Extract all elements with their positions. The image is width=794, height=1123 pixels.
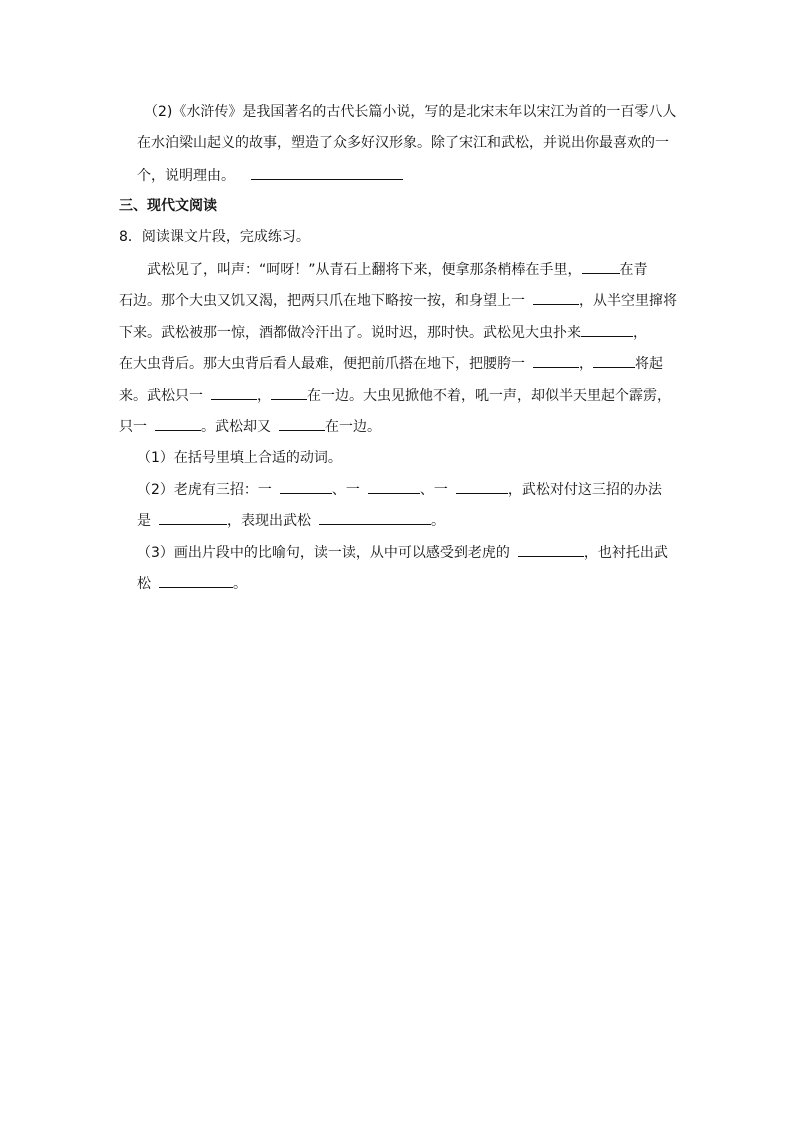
q8-sub-1: （1）在括号里填上合适的动词。 bbox=[137, 450, 342, 466]
passage-text: ， bbox=[579, 356, 593, 372]
passage-text: 在大虫背后。那大虫背后看人最难，便把前爪搭在地下，把腰胯一 bbox=[119, 356, 525, 372]
q7-2-line-3 bbox=[137, 165, 403, 186]
sub2-blank-2[interactable] bbox=[368, 479, 420, 494]
passage-blank-9[interactable] bbox=[279, 416, 325, 431]
sub3-text: 松 bbox=[137, 576, 151, 592]
q7-2-answer-blank[interactable] bbox=[251, 165, 403, 180]
sub2-blank-1[interactable] bbox=[280, 479, 332, 494]
passage-blank-1[interactable] bbox=[582, 259, 620, 274]
q7-2-line-3-text: 个，说明理由。 bbox=[137, 168, 235, 184]
passage-line-2 bbox=[119, 290, 677, 311]
sub3-text: ，也衬托出武 bbox=[583, 545, 668, 561]
section-3-title: 三、现代文阅读 bbox=[119, 198, 217, 214]
passage-blank-4[interactable] bbox=[533, 353, 579, 368]
passage-blank-8[interactable] bbox=[155, 416, 201, 431]
sub3-text: （3）画出片段中的比喻句，读一读，从中可以感受到老虎的 bbox=[137, 545, 510, 561]
passage-text: 武松见了，叫声：“呵呀！”从青石上翻将下来，便拿那条梢棒在手里， bbox=[147, 262, 582, 278]
sub2-text: 、一 bbox=[419, 482, 448, 498]
passage-line-4 bbox=[119, 353, 663, 374]
passage-text: 。武松却又 bbox=[201, 419, 271, 435]
passage-line-3 bbox=[119, 322, 647, 343]
sub3-blank-1[interactable] bbox=[518, 542, 584, 557]
passage-text: 将起 bbox=[635, 356, 663, 372]
q8-sub-2-line-2 bbox=[137, 510, 445, 531]
q8-sub-3-line-1 bbox=[137, 542, 668, 563]
sub2-text: 是 bbox=[137, 513, 151, 529]
passage-text: ，从半空里撺将 bbox=[579, 293, 677, 309]
sub2-text: 、一 bbox=[331, 482, 360, 498]
passage-text: 来。武松只一 bbox=[119, 388, 203, 404]
passage-blank-3[interactable] bbox=[581, 322, 633, 337]
sub2-blank-5[interactable] bbox=[319, 510, 431, 525]
q7-2-line-2: 在水泊梁山起义的故事，塑造了众多好汉形象。除了宋江和武松，并说出你最喜欢的一 bbox=[137, 135, 669, 151]
passage-line-6 bbox=[119, 416, 381, 437]
sub2-blank-4[interactable] bbox=[159, 510, 227, 525]
sub2-text: ，表现出武松 bbox=[227, 513, 311, 529]
passage-text: ， bbox=[633, 325, 647, 341]
sub2-text: ，武松对付这三招的办法 bbox=[507, 482, 662, 498]
sub2-blank-3[interactable] bbox=[456, 479, 508, 494]
sub2-text: （2）老虎有三招：一 bbox=[137, 482, 272, 498]
passage-text: 在青 bbox=[619, 262, 648, 278]
q7-2-line-1: （2)《水浒传》是我国著名的古代长篇小说，写的是北宋末年以宋江为首的一百零八人 bbox=[144, 104, 677, 120]
passage-blank-6[interactable] bbox=[211, 385, 257, 400]
sub3-blank-2[interactable] bbox=[159, 573, 233, 588]
q8-sub-2-line-1 bbox=[137, 479, 662, 500]
passage-text: 石边。那个大虫又饥又渴，把两只爪在地下略按一按，和身望上一 bbox=[119, 293, 525, 309]
passage-text: 只一 bbox=[119, 419, 147, 435]
passage-text: 在一边。大虫见掀他不着，吼一声，却似半天里起个霹雳， bbox=[307, 388, 671, 404]
question-8-prompt: 8．阅读课文片段，完成练习。 bbox=[119, 229, 310, 245]
passage-text: 下来。武松被那一惊，酒都做冷汗出了。说时迟，那时快。武松见大虫扑来 bbox=[119, 325, 581, 341]
passage-text: 在一边。 bbox=[325, 419, 381, 435]
passage-text: ， bbox=[257, 388, 271, 404]
passage-blank-2[interactable] bbox=[533, 290, 579, 305]
q8-sub-3-line-2 bbox=[137, 573, 247, 594]
sub2-text: 。 bbox=[431, 513, 445, 529]
passage-blank-5[interactable] bbox=[593, 353, 635, 368]
passage-line-5 bbox=[119, 385, 671, 406]
sub3-text: 。 bbox=[233, 576, 247, 592]
passage-blank-7[interactable] bbox=[271, 385, 307, 400]
passage-line-1 bbox=[147, 259, 648, 280]
